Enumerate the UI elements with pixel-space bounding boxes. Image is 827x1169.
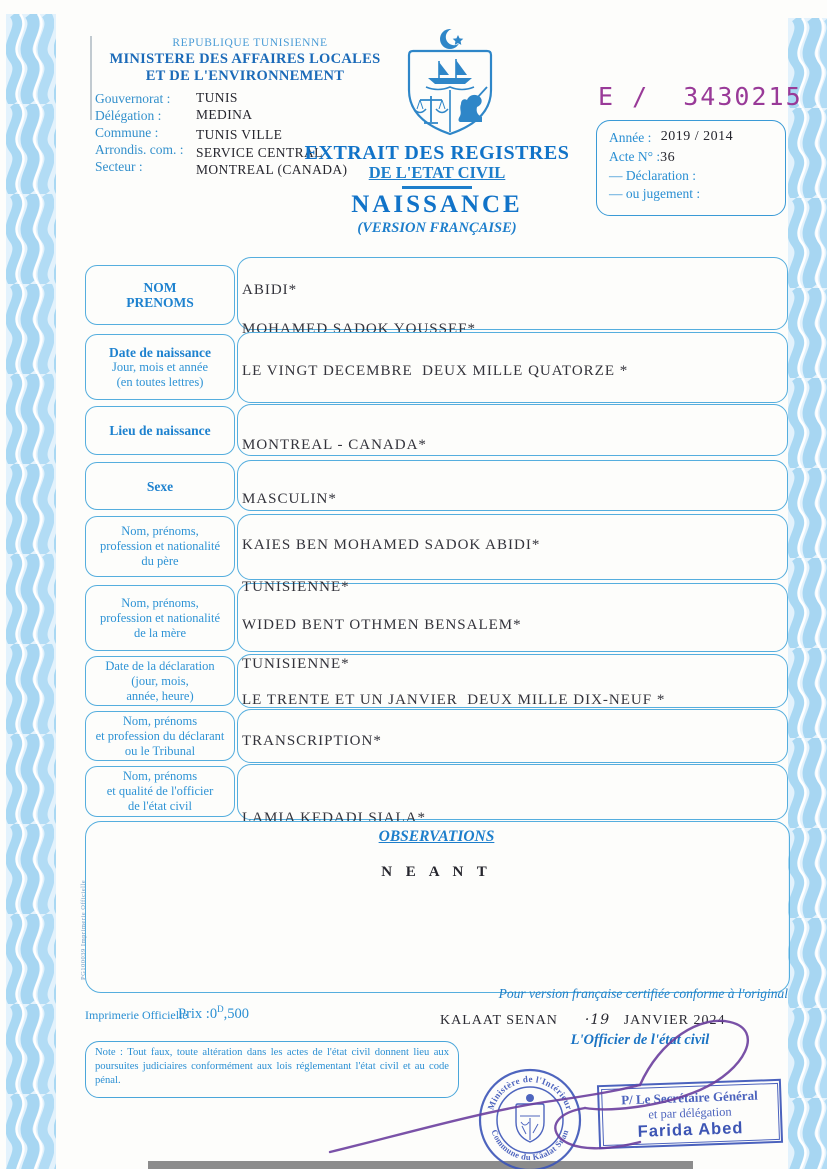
label-line: ou le Tribunal bbox=[124, 743, 196, 758]
label-officier bbox=[85, 766, 235, 817]
value-officier bbox=[237, 764, 788, 826]
gouvernorat-value: TUNIS bbox=[196, 90, 238, 105]
certification-line: Pour version française certifiée conforme à l'original bbox=[498, 986, 788, 1001]
prix-suffix: ,500 bbox=[223, 1005, 249, 1022]
imprimerie-label: Imprimerie Officielle bbox=[85, 1008, 188, 1022]
rect-stamp-line2: et par délégation bbox=[648, 1104, 732, 1122]
title-etat-civil: DE L'ETAT CIVIL bbox=[368, 163, 506, 182]
value-declarant bbox=[237, 709, 788, 763]
arrondissement-label: Arrondis. com. : bbox=[95, 142, 184, 157]
label-line: Date de la déclaration bbox=[105, 658, 215, 673]
serial-number: E / 3430215 bbox=[598, 82, 803, 111]
officer-signature-title: L'Officier de l'état civil bbox=[570, 1032, 710, 1048]
label-line: de l'état civil bbox=[127, 799, 193, 813]
jugement-label: — ou jugement : bbox=[609, 186, 701, 201]
label-line: (jour, mois, bbox=[131, 673, 189, 688]
label-line: Nom, prénoms bbox=[122, 769, 198, 783]
ministry-line1: MINISTERE DES AFFAIRES LOCALES bbox=[109, 51, 381, 67]
label-line: Lieu de naissance bbox=[109, 423, 211, 438]
prix-sup: D bbox=[217, 1004, 224, 1014]
date-day: ·19 bbox=[584, 1012, 611, 1028]
prix-label bbox=[178, 1004, 249, 1023]
title-version-francaise: (VERSION FRANÇAISE) bbox=[357, 220, 517, 236]
republic-title: REPUBLIQUE TUNISIENNE bbox=[172, 37, 328, 49]
delegation-label: Délégation : bbox=[95, 108, 162, 123]
value-nationalite-mere: TUNISIENNE* bbox=[242, 656, 350, 672]
ministry-round-stamp bbox=[470, 1062, 590, 1169]
acte-number-value: 36 bbox=[660, 150, 676, 165]
date-rest: JANVIER 2024 bbox=[623, 1013, 726, 1028]
observations-box bbox=[85, 821, 790, 993]
label-line: PRENOMS bbox=[126, 295, 194, 310]
label-sexe bbox=[85, 462, 235, 510]
prix-prefix: Prix :0 bbox=[178, 1005, 218, 1022]
annee-label: Année : bbox=[609, 130, 655, 145]
acte-number-label: Acte N° : bbox=[609, 149, 661, 164]
secretary-rect-stamp bbox=[597, 1079, 783, 1149]
value-mere bbox=[237, 579, 788, 652]
value-text: KAIES BEN MOHAMED SADOK ABIDI* bbox=[242, 537, 541, 553]
round-stamp-bottom-text: Commune du Kâalat Snan bbox=[489, 1128, 571, 1163]
label-line: Sexe bbox=[146, 478, 174, 494]
label-line: NOM bbox=[143, 280, 177, 295]
label-mere bbox=[85, 585, 235, 651]
label-line: du père bbox=[141, 554, 179, 568]
round-stamp-top-text: Ministère de l'Intérieur bbox=[485, 1073, 575, 1112]
title-underline-bar bbox=[402, 186, 472, 189]
value-text: MASCULIN* bbox=[242, 491, 337, 507]
left-guilloche-border bbox=[6, 14, 56, 1169]
value-prenoms: MOHAMED SADOK YOUSSEF* bbox=[242, 321, 476, 337]
label-line: Date de naissance bbox=[109, 344, 211, 360]
declaration-label: — Déclaration : bbox=[609, 168, 696, 183]
observations-value: N E A N T bbox=[381, 864, 492, 880]
value-nom-prenoms bbox=[237, 257, 788, 337]
label-line: et qualité de l'officier bbox=[106, 784, 214, 798]
commune-label: Commune : bbox=[95, 125, 159, 140]
annee-value: 2019 / 2014 bbox=[660, 129, 734, 144]
scan-artifact-line bbox=[90, 36, 92, 120]
value-date-declaration-text: LE TRENTE ET UN JANVIER DEUX MILLE DIX-NEUF * bbox=[242, 692, 666, 708]
value-nom: ABIDI* bbox=[242, 282, 298, 298]
secteur-label: Secteur : bbox=[95, 159, 143, 174]
rect-stamp-inner-border bbox=[601, 1082, 780, 1145]
label-line: Nom, prénoms, bbox=[121, 524, 199, 538]
right-guilloche-border bbox=[788, 18, 827, 1169]
legal-note-box bbox=[85, 1041, 459, 1098]
observations-title: OBSERVATIONS bbox=[378, 828, 495, 845]
secteur-value: MONTREAL (CANADA) bbox=[196, 162, 348, 177]
label-date-declaration bbox=[85, 656, 235, 706]
legal-note-text: Note : Tout faux, toute altération dans les actes de l'état civil donnent lieu aux poursuites judiciaires conformément aux lois réglementant l'état civil et au code pénal. bbox=[95, 1047, 449, 1086]
label-line: Nom, prénoms, bbox=[121, 595, 199, 610]
label-nom-prenoms bbox=[85, 265, 235, 325]
scan-bottom-strip bbox=[148, 1161, 693, 1169]
label-line: profession et nationalité bbox=[99, 539, 221, 553]
label-line: Nom, prénoms bbox=[122, 713, 198, 728]
tunisia-coat-of-arms-icon bbox=[398, 26, 503, 138]
value-lieu-naissance bbox=[237, 404, 788, 456]
rect-stamp-name: Farida Abed bbox=[637, 1119, 744, 1141]
commune-value: TUNIS VILLE bbox=[196, 127, 283, 142]
value-nationalite-pere: TUNISIENNE* bbox=[242, 579, 350, 595]
label-declarant bbox=[85, 711, 235, 761]
value-text: LE VINGT DECEMBRE DEUX MILLE QUATORZE * bbox=[242, 363, 629, 379]
place-date-line bbox=[440, 1012, 726, 1029]
title-extrait: EXTRAIT DES REGISTRES bbox=[304, 142, 570, 164]
value-sexe bbox=[237, 460, 788, 511]
gouvernorat-label: Gouvernorat : bbox=[95, 91, 171, 106]
round-stamp-emblem-icon bbox=[516, 1094, 544, 1142]
value-date-naissance bbox=[237, 332, 788, 403]
label-date-naissance bbox=[85, 334, 235, 400]
label-line: Jour, mois et année bbox=[111, 359, 208, 374]
title-naissance: NAISSANCE bbox=[351, 191, 523, 218]
ministry-line2: ET DE L'ENVIRONNEMENT bbox=[145, 68, 345, 84]
label-line: de la mère bbox=[133, 625, 187, 640]
value-text: MONTREAL - CANADA* bbox=[242, 437, 427, 453]
value-date-declaration bbox=[237, 654, 788, 708]
value-pere bbox=[237, 514, 788, 580]
value-text: LAMIA KEDADI SIALA* bbox=[242, 810, 426, 826]
label-line: (en toutes lettres) bbox=[116, 374, 204, 389]
label-line: profession et nationalité bbox=[99, 610, 221, 625]
delegation-value: MEDINA bbox=[196, 107, 253, 122]
label-line: et profession du déclarant bbox=[95, 728, 225, 743]
value-nom-mere: WIDED BENT OTHMEN BENSALEM* bbox=[242, 617, 522, 633]
rect-stamp-line1: P/ Le Secrétaire Général bbox=[620, 1087, 758, 1108]
label-lieu-naissance bbox=[85, 406, 235, 455]
arrondissement-value: SERVICE CENTRAL bbox=[196, 145, 323, 160]
place: KALAAT SENAN bbox=[440, 1013, 558, 1028]
label-pere bbox=[85, 516, 235, 577]
print-reference-vertical: PG100039 Imprimerie Officielle bbox=[80, 879, 87, 980]
label-line: année, heure) bbox=[126, 688, 194, 703]
value-text: TRANSCRIPTION* bbox=[242, 733, 382, 749]
